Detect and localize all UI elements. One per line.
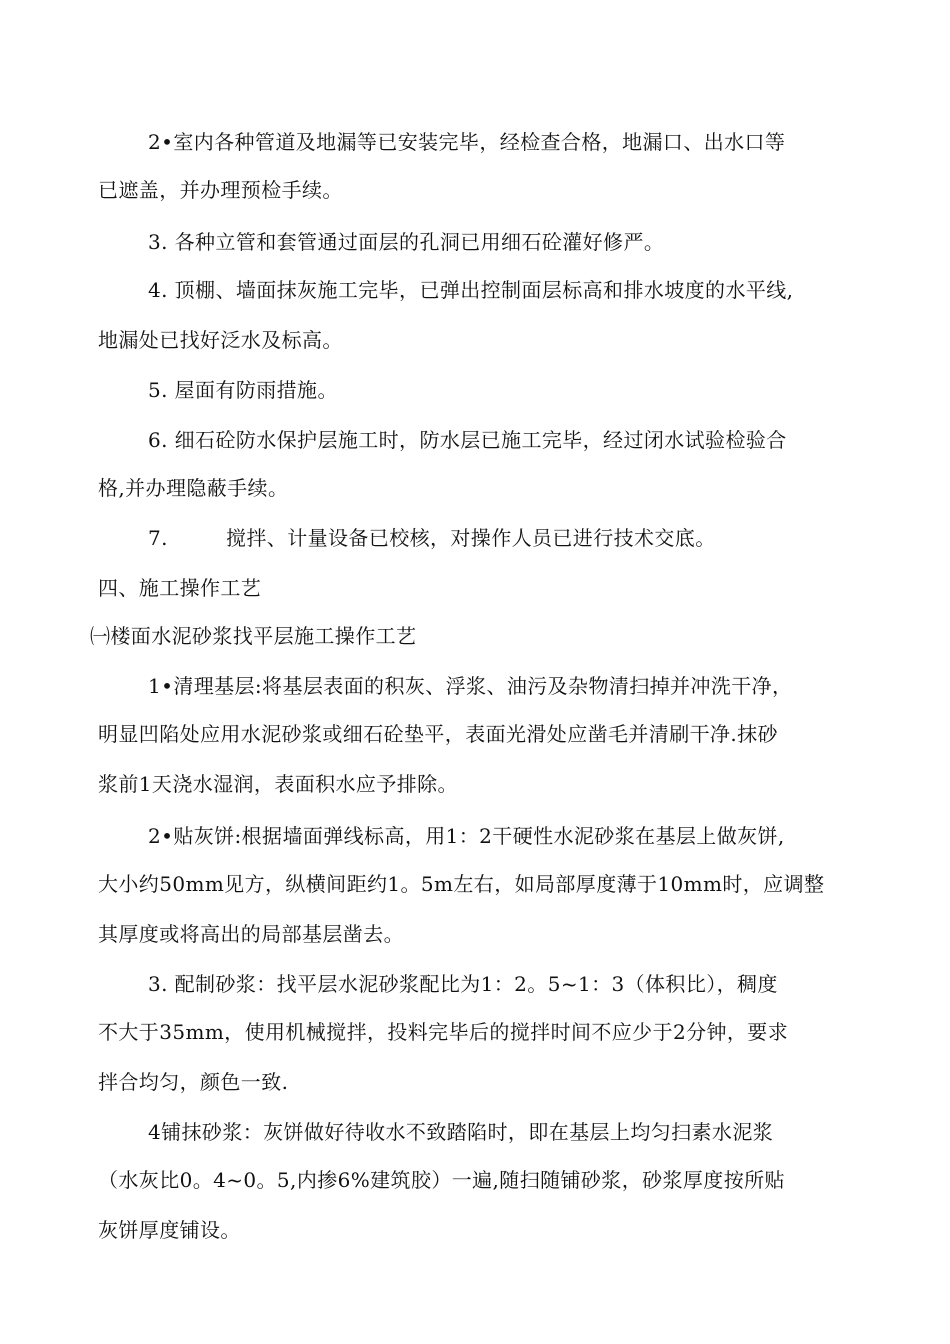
step-2-line-1: 2•贴灰饼:根据墙面弹线标高，用1：2干硬性水泥砂浆在基层上做灰饼, [148, 824, 785, 848]
step-1-line-2: 明显凹陷处应用水泥砂浆或细石砼垫平，表面光滑处应凿毛并清刷干净.抹砂 [98, 722, 778, 746]
paragraph-3: 3. 各种立管和套管通过面层的孔洞已用细石砼灌好修严。 [148, 230, 665, 254]
paragraph-7-number: 7. [148, 526, 168, 550]
step-1-line-3: 浆前1天浇水湿润，表面积水应予排除。 [98, 772, 458, 796]
step-1-line-1: 1•清理基层:将基层表面的积灰、浮浆、油污及杂物清扫掉并冲洗干净， [148, 674, 793, 698]
step-4-line-2: （水灰比0。4~0。5,内掺6%建筑胶）一遍,随扫随铺砂浆，砂浆厚度按所贴 [98, 1168, 785, 1192]
paragraph-6-line-1: 6. 细石砼防水保护层施工时，防水层已施工完毕，经过闭水试验检验合 [148, 428, 787, 452]
subsection-heading: ㈠楼面水泥砂浆找平层施工操作工艺 [90, 624, 417, 648]
paragraph-2-line-1: 2•室内各种管道及地漏等已安装完毕，经检查合格，地漏口、出水口等 [148, 130, 786, 154]
step-2-line-3: 其厚度或将高出的局部基层凿去。 [98, 922, 404, 946]
paragraph-6-line-2: 格,并办理隐蔽手续。 [98, 476, 289, 500]
step-2-line-2: 大小约50mm见方，纵横间距约1。5m左右，如局部厚度薄于10mm时，应调整 [98, 872, 825, 896]
paragraph-7-text: 搅拌、计量设备已校核，对操作人员已进行技术交底。 [226, 526, 716, 550]
step-3-line-1: 3. 配制砂浆：找平层水泥砂浆配比为1：2。5~1：3（体积比），稠度 [148, 972, 778, 996]
paragraph-4-line-2: 地漏处已找好泛水及标高。 [98, 328, 343, 352]
step-4-line-1: 4铺抹砂浆：灰饼做好待收水不致踏陷时，即在基层上均匀扫素水泥浆 [148, 1120, 774, 1144]
step-3-line-2: 不大于35mm，使用机械搅拌，投料完毕后的搅拌时间不应少于2分钟，要求 [98, 1020, 789, 1044]
section-heading: 四、施工操作工艺 [98, 576, 262, 600]
paragraph-4-line-1: 4. 顶棚、墙面抹灰施工完毕，已弹出控制面层标高和排水坡度的水平线, [148, 278, 794, 302]
step-4-line-3: 灰饼厚度铺设。 [98, 1218, 241, 1242]
paragraph-2-line-2: 已遮盖，并办理预检手续。 [98, 178, 343, 202]
paragraph-5: 5. 屋面有防雨措施。 [148, 378, 338, 402]
step-3-line-3: 拌合均匀，颜色一致. [98, 1070, 289, 1094]
